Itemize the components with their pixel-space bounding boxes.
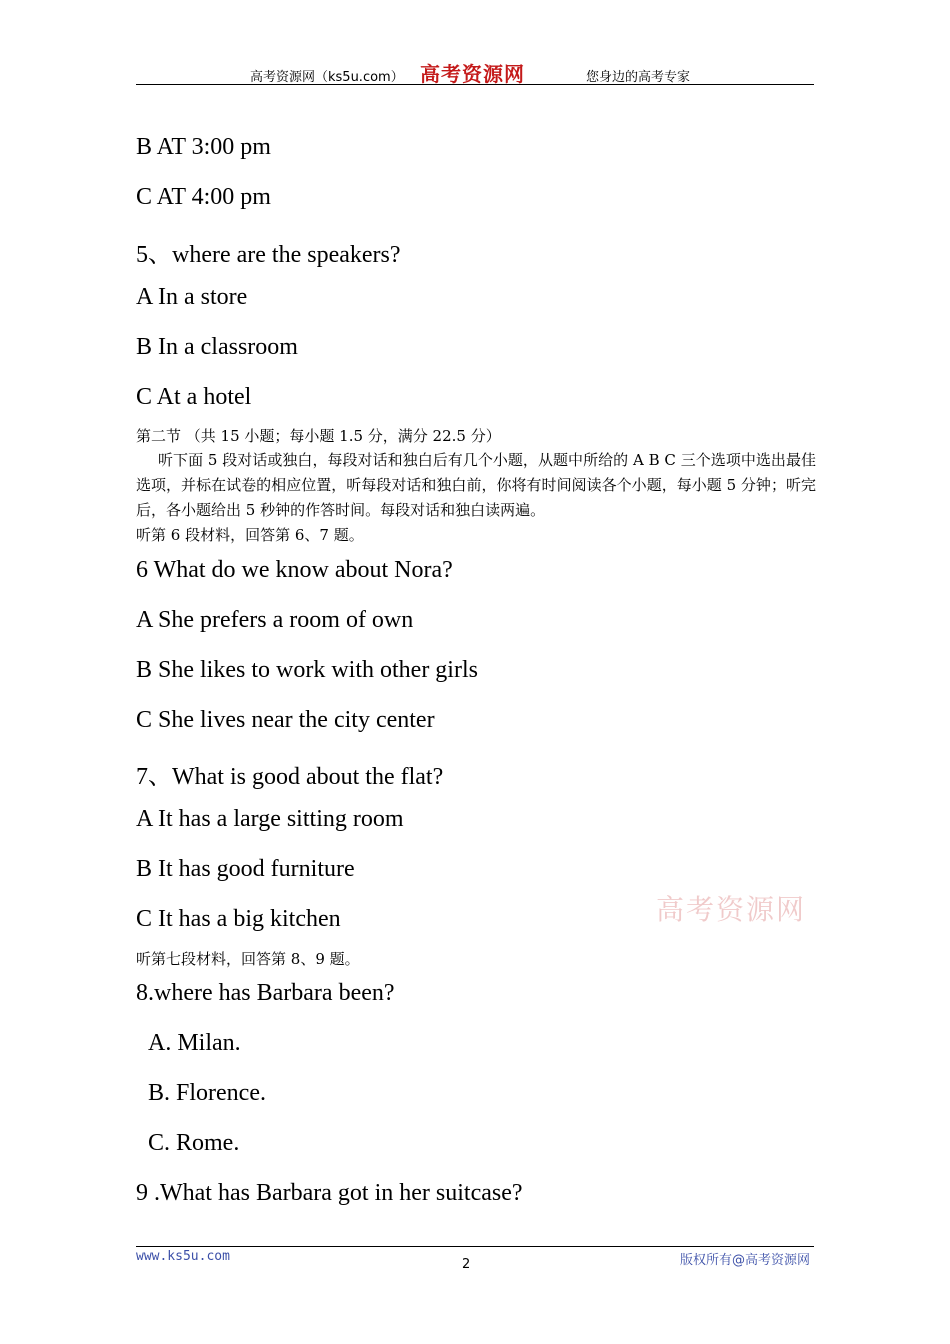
question-7: 7、What is good about the flat?: [136, 764, 444, 790]
passage-6-note: 听第 6 段材料，回答第 6、7 题。: [136, 526, 364, 544]
question-8: 8.where has Barbara been?: [136, 980, 395, 1006]
page-header: [136, 56, 814, 85]
footer-copyright: 版权所有@高考资源网: [679, 1253, 810, 1268]
question-5-option-c: C At a hotel: [136, 384, 252, 410]
question-6-option-a: A She prefers a room of own: [136, 607, 414, 633]
page-footer: [136, 1246, 814, 1272]
question-6: 6 What do we know about Nora?: [136, 557, 453, 583]
footer-website-link[interactable]: www.ks5u.com: [136, 1249, 230, 1264]
section-title: 第二节 （共 15 小题；每小题 1.5 分，满分 22.5 分）: [136, 427, 501, 445]
question-7-option-a: A It has a large sitting room: [136, 806, 404, 832]
question-8-option-c: C. Rome.: [148, 1130, 240, 1156]
page-number: 2: [462, 1257, 471, 1272]
watermark: 高考资源网: [656, 893, 807, 926]
question-5-option-a: A In a store: [136, 284, 248, 310]
header-site-name: 高考资源网（ks5u.com）: [250, 70, 404, 85]
question-7-option-b: B It has good furniture: [136, 856, 355, 882]
question-6-option-c: C She lives near the city center: [136, 707, 435, 733]
section-instructions: 听下面 5 段对话或独白，每段对话和独白后有几个小题，从题中所给的 A B C 三个选项中选出最佳选项，并标在试卷的相应位置，听每段对话和独白前，你将有时间阅读各个小题，每小题 5 分钟；听完后，各小题给出 5 秒钟的作答时间。每段对话和独白读两遍。: [136, 451, 816, 519]
question-5: 5、where are the speakers?: [136, 242, 401, 268]
question-8-option-a: A. Milan.: [148, 1030, 241, 1056]
header-slogan: 您身边的高考专家: [586, 70, 691, 85]
header-logo: 高考资源网: [420, 62, 525, 86]
question-8-option-b: B. Florence.: [148, 1080, 266, 1106]
question-7-option-c: C It has a big kitchen: [136, 906, 341, 932]
question-4-option-b: B AT 3:00 pm: [136, 134, 271, 160]
question-9: 9 .What has Barbara got in her suitcase?: [136, 1180, 523, 1206]
question-5-option-b: B In a classroom: [136, 334, 298, 360]
question-6-option-b: B She likes to work with other girls: [136, 657, 478, 683]
question-4-option-c: C AT 4:00 pm: [136, 184, 271, 210]
passage-7-note: 听第七段材料，回答第 8、9 题。: [136, 950, 360, 968]
